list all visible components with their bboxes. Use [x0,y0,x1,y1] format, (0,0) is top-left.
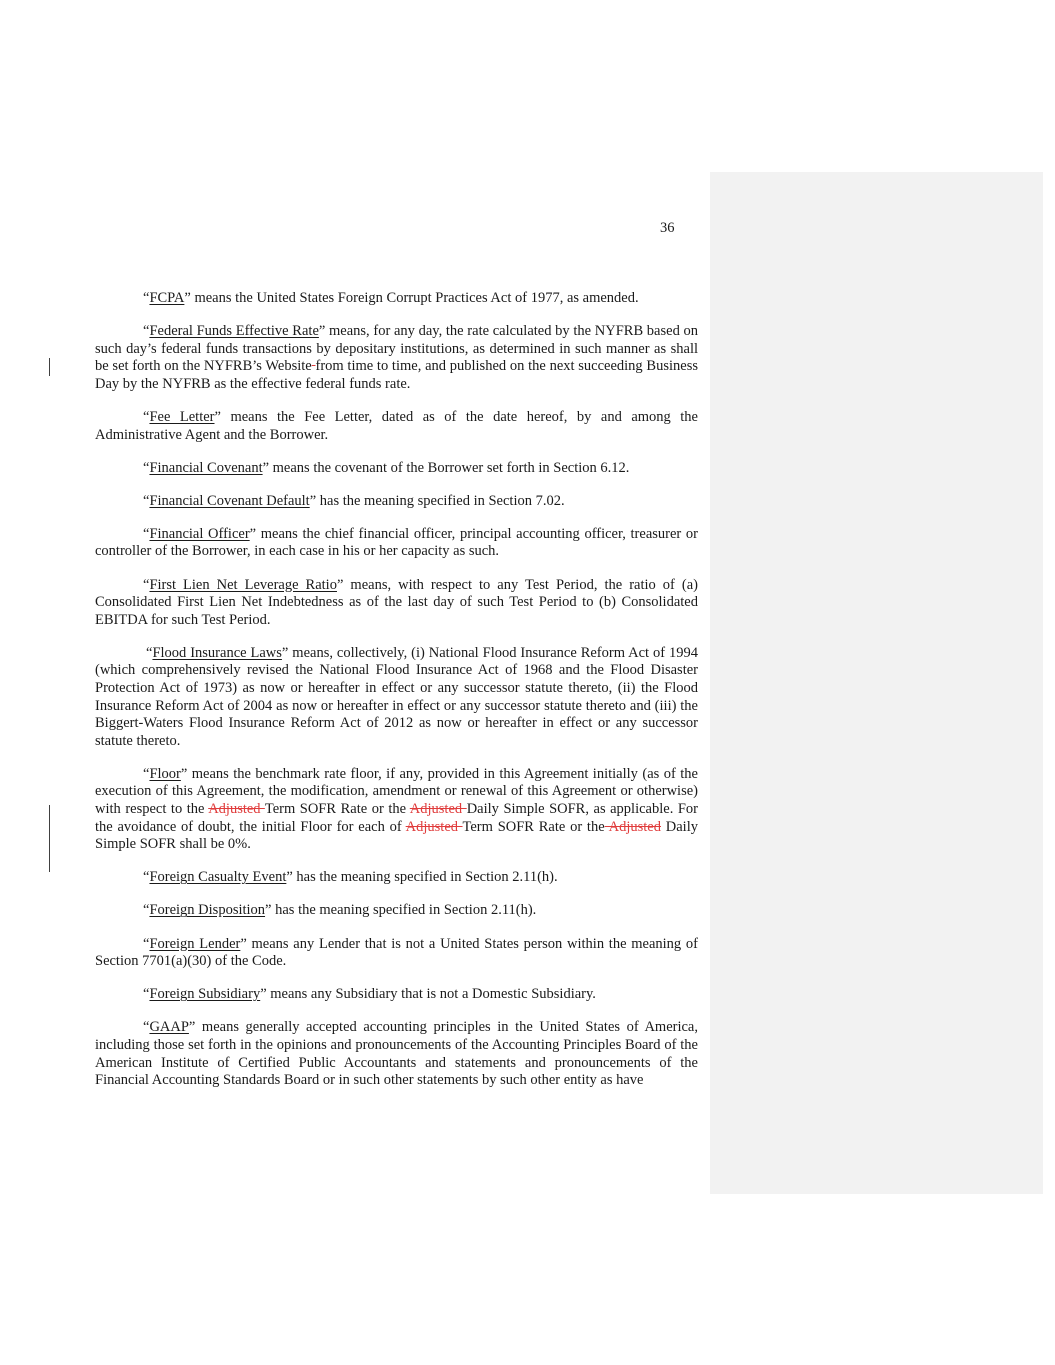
page-number: 36 [660,220,675,236]
defined-term: Foreign Casualty Event [149,869,287,886]
definition-fcpa: “FCPA” means the United States Foreign Corrupt Practices Act of 1977, as amended. [143,290,639,306]
definition-text: Term SOFR Rate or the [264,801,410,818]
defined-term: Floor [149,765,181,782]
defined-term: Financial Covenant Default [149,492,310,509]
deleted-text: Adjusted [604,818,661,835]
change-bar [49,805,50,872]
defined-term: Foreign Subsidiary [149,986,261,1003]
definition-first-lien-net-leverage-ratio: “First Lien Net Leverage Ratio” means, with respect to any Test Period, the ratio of (a) Consolidated First Lien Net Indebtedness as of the last day of such Test Period to (b) Consolidated EBITDA for such Test Period. [95,576,698,628]
definition-financial-officer: “Financial Officer” means the chief financial officer, principal accounting officer, treasurer or controller of the Borrower, in each case in his or her capacity as such. [95,525,698,560]
definition-financial-covenant-default: “Financial Covenant Default” has the meaning specified in Section 7.02. [143,492,565,509]
defined-term: GAAP [149,1019,189,1036]
definition-text: means, collectively, (i) National Flood Insurance Reform Act of 1994 (which comprehensively revised the National Flood Insurance Act of 1968 and the Flood Disaster Protection Act of 1973) as now or hereafter in effect or any successor statute thereto, (ii) the Flood Insurance Reform Act of 2004 as now or hereafter in effect or any successor statute thereto and (iii) the Biggert-Waters Flood Insurance Reform Act of 2012 as now or hereafter in effect or any successor statute thereto. [95,644,699,749]
defined-term: Financial Officer [149,525,250,542]
definition-flood-insurance-laws: “Flood Insurance Laws” means, collectively, (i) National Flood Insurance Reform Act of 1994 (which comprehensively revised the National Flood Insurance Act of 1968 and the Flood Disaster Protection Act of 1973) as now or hereafter in effect or any successor statute thereto, (ii) the Flood Insurance Reform Act of 2004 as now or hereafter in effect or any successor statute thereto and (iii) the Biggert-Waters Flood Insurance Reform Act of 2012 as now or hereafter in effect or any successor statute thereto. [95,644,699,749]
defined-term: Flood Insurance Laws [152,644,282,661]
definition-text: has the meaning specified in Section 7.02. [316,492,565,509]
definition-fee-letter: “Fee Letter” means the Fee Letter, dated as of the date hereof, by and among the Administrative Agent and the Borrower. [95,408,698,443]
defined-term: Federal Funds Effective Rate [149,323,319,340]
comment-pane [710,172,1043,1194]
defined-term: Foreign Lender [149,935,241,952]
deleted-text: Adjusted [208,801,265,818]
definition-text: has the meaning specified in Section 2.11(h). [292,869,558,886]
definition-text: means the Fee Letter, dated as of the date hereof, by and among the Administrative Agent and the Borrower. [95,408,698,443]
definition-text: Daily Simple SOFR shall be 0%. [95,818,698,853]
definition-text: Term SOFR Rate or the [462,818,605,835]
definition-gaap: “GAAP” means generally accepted accounting principles in the United States of America, including those set forth in the opinions and pronouncements of the Accounting Principles Board of the American Institute of Certified Public Accountants and statements and pronouncements of the Financial Accounting Standards Board or in such other statements by such other entity as have [95,1019,698,1089]
defined-term: Foreign Disposition [149,902,266,919]
definition-text: has the meaning specified in Section 2.11(h). [271,902,537,919]
definition-text: means the United States Foreign Corrupt Practices Act of 1977, as amended. [190,290,639,306]
definition-text: means the covenant of the Borrower set forth in Section 6.12. [269,459,630,476]
definition-text: Daily Simple SOFR, as applicable. For the avoidance of doubt, the initial Floor for each of [95,801,699,835]
defined-term: First Lien Net Leverage Ratio [149,576,337,593]
defined-term: Fee Letter [149,408,215,425]
definition-text: means, with respect to any Test Period, the ratio of (a) Consolidated First Lien Net Indebtedness as of the last day of such Test Period to (b) Consolidated EBITDA for such Test Period. [95,576,698,628]
definition-text: shall be set forth on the NYFRB’s Website [95,340,698,375]
definition-foreign-disposition: “Foreign Disposition” has the meaning specified in Section 2.11(h). [143,902,537,919]
definition-text: from time to time, and published on the next succeeding Business Day by the NYFRB as the effective federal funds rate. [95,358,698,392]
definition-federal-funds-effective-rate: “Federal Funds Effective Rate” means, for any day, the rate calculated by the NYFRB based on such day’s federal funds transactions by depositary institutions, as determined in such manner as shall be set forth on the NYFRB’s Website from time to time, and published on the next succeeding Business Day by the NYFRB as the effective federal funds rate. [95,323,699,392]
change-bar [49,358,50,376]
definition-text: means any Subsidiary that is not a Domestic Subsidiary. [266,986,596,1003]
definition-floor: “Floor” means the benchmark rate floor, if any, provided in this Agreement initially (as of the execution of this Agreement, the modification, amendment or renewal of this Agreement or otherwise) with respect to the Adjusted Term SOFR Rate or the Adjusted Daily Simple SOFR, as applicable. For the avoidance of doubt, the initial Floor for each of Adjusted Term SOFR Rate or the Adjusted Daily Simple SOFR shall be 0%. [95,765,699,853]
deleted-text: Adjusted [409,801,467,818]
deleted-text: Adjusted [405,818,463,835]
defined-term: FCPA [149,290,185,306]
defined-term: Financial Covenant [149,459,263,476]
definition-text: means any Lender that is not a United States person within the meaning of Section 7701(a)(30) of the Code. [95,935,698,970]
definition-text: means the chief financial officer, principal accounting officer, treasurer or controller of the Borrower, in each case in his or her capacity as such. [95,525,698,560]
definition-text: means the benchmark rate floor, if any, provided in this Agreement initially (as of the execution of this Agreement, the modification, amendment or renewal of this Agreement or otherwise) with respect to the [95,765,698,818]
definition-text: means, for any day, the rate calculated by the NYFRB based on such day’s federal funds transactions by depositary institutions, as determined in such manner as [95,323,699,357]
definition-text: means generally accepted accounting principles in the United States of America, including those set forth in the opinions and pronouncements of the Accounting Principles Board of the American Institute of Certified Public Accountants and statements and pronouncements of the Financial Accounting Standards Board or in such other statements by such other entity as have [95,1019,698,1089]
document-body [95,290,698,1105]
definition-foreign-lender: “Foreign Lender” means any Lender that is not a United States person within the meaning of Section 7701(a)(30) of the Code. [95,935,698,970]
definition-foreign-subsidiary: “Foreign Subsidiary” means any Subsidiary that is not a Domestic Subsidiary. [143,986,596,1003]
definition-financial-covenant: “Financial Covenant” means the covenant of the Borrower set forth in Section 6.12. [143,459,630,476]
definition-foreign-casualty-event: “Foreign Casualty Event” has the meaning specified in Section 2.11(h). [143,869,558,886]
